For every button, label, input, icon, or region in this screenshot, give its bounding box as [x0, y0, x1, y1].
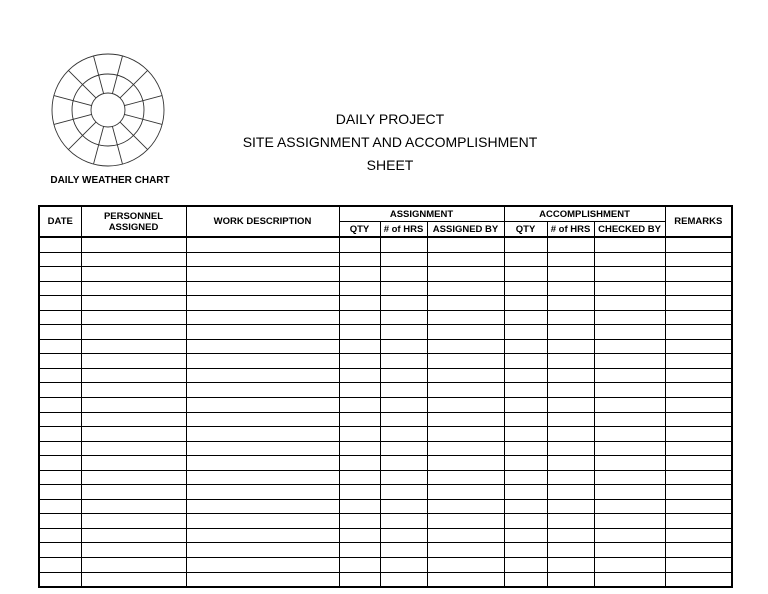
table-cell[interactable]	[339, 441, 380, 456]
table-cell[interactable]	[339, 237, 380, 252]
table-cell[interactable]	[339, 528, 380, 543]
table-cell[interactable]	[380, 383, 427, 398]
table-cell[interactable]	[39, 383, 81, 398]
table-cell[interactable]	[504, 528, 547, 543]
table-cell[interactable]	[665, 514, 732, 529]
table-cell[interactable]	[594, 514, 665, 529]
table-cell[interactable]	[547, 485, 594, 500]
table-cell[interactable]	[427, 514, 504, 529]
table-cell[interactable]	[547, 514, 594, 529]
table-cell[interactable]	[380, 499, 427, 514]
table-cell[interactable]	[186, 427, 339, 442]
table-cell[interactable]	[81, 514, 186, 529]
table-cell[interactable]	[594, 456, 665, 471]
table-cell[interactable]	[39, 456, 81, 471]
table-cell[interactable]	[665, 325, 732, 340]
table-cell[interactable]	[81, 572, 186, 587]
table-cell[interactable]	[547, 267, 594, 282]
table-cell[interactable]	[547, 339, 594, 354]
table-cell[interactable]	[594, 412, 665, 427]
weather-chart-wheel	[50, 52, 166, 168]
table-cell[interactable]	[504, 252, 547, 267]
table-cell[interactable]	[665, 412, 732, 427]
table-row	[39, 427, 732, 442]
table-cell[interactable]	[81, 499, 186, 514]
table-cell[interactable]	[665, 543, 732, 558]
table-cell[interactable]	[380, 470, 427, 485]
table-row	[39, 325, 732, 340]
table-cell[interactable]	[504, 499, 547, 514]
table-cell[interactable]	[504, 339, 547, 354]
title-line-3: SHEET	[366, 157, 414, 173]
table-cell[interactable]	[39, 310, 81, 325]
table-cell[interactable]	[186, 470, 339, 485]
table-cell[interactable]	[339, 267, 380, 282]
table-cell[interactable]	[380, 558, 427, 573]
table-cell[interactable]	[186, 558, 339, 573]
table-cell[interactable]	[427, 296, 504, 311]
header-accomplishment-hrs: # of HRS	[547, 222, 594, 238]
table-cell[interactable]	[380, 237, 427, 252]
table-cell[interactable]	[339, 310, 380, 325]
table-cell[interactable]	[380, 543, 427, 558]
header-personnel-assigned: PERSONNEL ASSIGNED	[81, 206, 186, 237]
table-row	[39, 558, 732, 573]
table-cell[interactable]	[594, 543, 665, 558]
table-cell[interactable]	[186, 456, 339, 471]
table-cell[interactable]	[427, 427, 504, 442]
table-cell[interactable]	[594, 267, 665, 282]
table-cell[interactable]	[665, 528, 732, 543]
title-line-2: SITE ASSIGNMENT AND ACCOMPLISHMENT	[242, 134, 538, 150]
table-cell[interactable]	[547, 252, 594, 267]
table-cell[interactable]	[81, 237, 186, 252]
header-assignment-qty: QTY	[339, 222, 380, 238]
table-cell[interactable]	[186, 441, 339, 456]
table-cell[interactable]	[504, 456, 547, 471]
table-cell[interactable]	[186, 310, 339, 325]
table-row	[39, 339, 732, 354]
table-cell[interactable]	[547, 310, 594, 325]
table-cell[interactable]	[339, 383, 380, 398]
table-cell[interactable]	[427, 456, 504, 471]
table-cell[interactable]	[427, 441, 504, 456]
table-cell[interactable]	[665, 252, 732, 267]
table-cell[interactable]	[39, 558, 81, 573]
table-cell[interactable]	[665, 398, 732, 413]
table-cell[interactable]	[186, 412, 339, 427]
table-cell[interactable]	[186, 354, 339, 369]
header-assignment: ASSIGNMENT	[339, 206, 504, 222]
table-cell[interactable]	[594, 485, 665, 500]
table-cell[interactable]	[665, 572, 732, 587]
table-cell[interactable]	[427, 237, 504, 252]
table-cell[interactable]	[81, 456, 186, 471]
table-cell[interactable]	[339, 252, 380, 267]
table-row	[39, 470, 732, 485]
header-remarks: REMARKS	[665, 206, 732, 237]
table-row	[39, 412, 732, 427]
table-cell[interactable]	[339, 499, 380, 514]
table-cell[interactable]	[504, 572, 547, 587]
table-cell[interactable]	[427, 354, 504, 369]
header-assignment-hrs: # of HRS	[380, 222, 427, 238]
table-cell[interactable]	[594, 470, 665, 485]
table-cell[interactable]	[380, 281, 427, 296]
table-cell[interactable]	[81, 325, 186, 340]
table-cell[interactable]	[380, 354, 427, 369]
table-cell[interactable]	[39, 354, 81, 369]
table-cell[interactable]	[39, 267, 81, 282]
table-cell[interactable]	[427, 398, 504, 413]
table-cell[interactable]	[594, 237, 665, 252]
table-cell[interactable]	[547, 456, 594, 471]
table-cell[interactable]	[380, 267, 427, 282]
table-cell[interactable]	[594, 368, 665, 383]
weather-spoke	[120, 122, 148, 150]
header-checked-by: CHECKED BY	[594, 222, 665, 238]
table-cell[interactable]	[339, 325, 380, 340]
table-cell[interactable]	[504, 267, 547, 282]
table-cell[interactable]	[547, 558, 594, 573]
table-cell[interactable]	[186, 383, 339, 398]
table-cell[interactable]	[380, 485, 427, 500]
table-cell[interactable]	[665, 427, 732, 442]
table-cell[interactable]	[186, 368, 339, 383]
table-cell[interactable]	[504, 543, 547, 558]
table-cell[interactable]	[504, 281, 547, 296]
table-cell[interactable]	[81, 296, 186, 311]
table-row	[39, 267, 732, 282]
table-cell[interactable]	[186, 499, 339, 514]
table-cell[interactable]	[427, 368, 504, 383]
page-title	[200, 108, 580, 177]
table-cell[interactable]	[39, 368, 81, 383]
table-cell[interactable]	[504, 398, 547, 413]
table-cell[interactable]	[504, 514, 547, 529]
table-cell[interactable]	[547, 441, 594, 456]
table-cell[interactable]	[380, 325, 427, 340]
table-cell[interactable]	[339, 427, 380, 442]
table-cell[interactable]	[594, 528, 665, 543]
table-cell[interactable]	[665, 267, 732, 282]
table-cell[interactable]	[504, 441, 547, 456]
table-cell[interactable]	[504, 296, 547, 311]
table-cell[interactable]	[186, 339, 339, 354]
table-cell[interactable]	[339, 296, 380, 311]
table-cell[interactable]	[547, 281, 594, 296]
table-cell[interactable]	[81, 267, 186, 282]
table-cell[interactable]	[81, 528, 186, 543]
table-cell[interactable]	[186, 296, 339, 311]
table-cell[interactable]	[81, 383, 186, 398]
table-cell[interactable]	[339, 485, 380, 500]
table-cell[interactable]	[380, 310, 427, 325]
table-cell[interactable]	[39, 281, 81, 296]
table-cell[interactable]	[81, 441, 186, 456]
table-cell[interactable]	[594, 339, 665, 354]
table-cell[interactable]	[339, 368, 380, 383]
table-cell[interactable]	[380, 514, 427, 529]
table-cell[interactable]	[547, 499, 594, 514]
table-cell[interactable]	[547, 427, 594, 442]
table-cell[interactable]	[339, 354, 380, 369]
table-cell[interactable]	[594, 281, 665, 296]
table-cell[interactable]	[39, 237, 81, 252]
table-cell[interactable]	[427, 281, 504, 296]
table-cell[interactable]	[504, 470, 547, 485]
table-row	[39, 383, 732, 398]
table-cell[interactable]	[380, 412, 427, 427]
table-row	[39, 514, 732, 529]
table-cell[interactable]	[186, 485, 339, 500]
table-cell[interactable]	[380, 339, 427, 354]
table-cell[interactable]	[81, 398, 186, 413]
table-cell[interactable]	[594, 441, 665, 456]
table-row	[39, 310, 732, 325]
table-cell[interactable]	[186, 252, 339, 267]
weather-chart-label: DAILY WEATHER CHART	[50, 175, 170, 186]
table-cell[interactable]	[665, 310, 732, 325]
table-cell[interactable]	[665, 354, 732, 369]
table-cell[interactable]	[504, 383, 547, 398]
table-cell[interactable]	[665, 368, 732, 383]
table-cell[interactable]	[39, 543, 81, 558]
table-cell[interactable]	[186, 543, 339, 558]
table-cell[interactable]	[39, 514, 81, 529]
table-cell[interactable]	[380, 441, 427, 456]
table-row	[39, 296, 732, 311]
table-cell[interactable]	[39, 528, 81, 543]
table-cell[interactable]	[594, 499, 665, 514]
table-cell[interactable]	[594, 427, 665, 442]
table-cell[interactable]	[186, 237, 339, 252]
header-assigned-by: ASSIGNED BY	[427, 222, 504, 238]
table-row	[39, 499, 732, 514]
table-cell[interactable]	[594, 325, 665, 340]
table-cell[interactable]	[380, 296, 427, 311]
table-cell[interactable]	[427, 485, 504, 500]
table-cell[interactable]	[339, 558, 380, 573]
table-cell[interactable]	[547, 528, 594, 543]
table-cell[interactable]	[665, 339, 732, 354]
table-cell[interactable]	[81, 470, 186, 485]
weather-chart-diagram	[50, 52, 166, 168]
table-cell[interactable]	[594, 398, 665, 413]
table-cell[interactable]	[427, 528, 504, 543]
table-cell[interactable]	[380, 252, 427, 267]
table-cell[interactable]	[427, 267, 504, 282]
table-cell[interactable]	[427, 339, 504, 354]
table-cell[interactable]	[427, 383, 504, 398]
table-cell[interactable]	[39, 296, 81, 311]
table-cell[interactable]	[547, 325, 594, 340]
table-cell[interactable]	[665, 237, 732, 252]
table-cell[interactable]	[39, 339, 81, 354]
table-row	[39, 237, 732, 252]
table-cell[interactable]	[547, 412, 594, 427]
table-cell[interactable]	[504, 325, 547, 340]
table-cell[interactable]	[39, 325, 81, 340]
table-row	[39, 543, 732, 558]
table-cell[interactable]	[39, 441, 81, 456]
table-cell[interactable]	[380, 398, 427, 413]
table-cell[interactable]	[547, 572, 594, 587]
table-cell[interactable]	[81, 252, 186, 267]
table-cell[interactable]	[594, 383, 665, 398]
header-date: DATE	[39, 206, 81, 237]
weather-ring-2	[91, 93, 125, 127]
table-cell[interactable]	[39, 252, 81, 267]
table-cell[interactable]	[81, 368, 186, 383]
table-cell[interactable]	[665, 456, 732, 471]
table-cell[interactable]	[504, 558, 547, 573]
table-row	[39, 485, 732, 500]
header-work-description: WORK DESCRIPTION	[186, 206, 339, 237]
table-row	[39, 572, 732, 587]
table-cell[interactable]	[339, 339, 380, 354]
table-cell[interactable]	[547, 296, 594, 311]
table-cell[interactable]	[339, 281, 380, 296]
table-cell[interactable]	[39, 572, 81, 587]
header-accomplishment-qty: QTY	[504, 222, 547, 238]
table-row	[39, 281, 732, 296]
weather-spoke	[68, 122, 96, 150]
table-cell[interactable]	[665, 499, 732, 514]
table-cell[interactable]	[39, 398, 81, 413]
table-cell[interactable]	[81, 558, 186, 573]
table-cell[interactable]	[81, 485, 186, 500]
table-cell[interactable]	[186, 267, 339, 282]
table-row	[39, 528, 732, 543]
table-cell[interactable]	[39, 412, 81, 427]
table-cell[interactable]	[39, 485, 81, 500]
table-cell[interactable]	[665, 383, 732, 398]
table-row	[39, 252, 732, 267]
table-row	[39, 441, 732, 456]
table-cell[interactable]	[427, 252, 504, 267]
table-cell[interactable]	[665, 485, 732, 500]
table-cell[interactable]	[380, 456, 427, 471]
title-line-1: DAILY PROJECT	[335, 111, 445, 127]
table-cell[interactable]	[380, 528, 427, 543]
assignment-table	[38, 205, 733, 588]
table-cell[interactable]	[186, 325, 339, 340]
table-cell[interactable]	[547, 354, 594, 369]
table-cell[interactable]	[427, 412, 504, 427]
table-cell[interactable]	[504, 354, 547, 369]
table-cell[interactable]	[81, 310, 186, 325]
table-cell[interactable]	[339, 572, 380, 587]
table-cell[interactable]	[339, 514, 380, 529]
table-cell[interactable]	[39, 427, 81, 442]
table-cell[interactable]	[665, 441, 732, 456]
table-cell[interactable]	[427, 470, 504, 485]
table-cell[interactable]	[547, 543, 594, 558]
table-cell[interactable]	[504, 427, 547, 442]
table-cell[interactable]	[39, 470, 81, 485]
table-cell[interactable]	[665, 281, 732, 296]
table-cell[interactable]	[427, 499, 504, 514]
table-cell[interactable]	[427, 572, 504, 587]
table-cell[interactable]	[547, 398, 594, 413]
table-cell[interactable]	[504, 310, 547, 325]
table-cell[interactable]	[594, 354, 665, 369]
table-cell[interactable]	[339, 456, 380, 471]
table-cell[interactable]	[186, 281, 339, 296]
table-cell[interactable]	[547, 368, 594, 383]
table-cell[interactable]	[380, 368, 427, 383]
table-cell[interactable]	[665, 558, 732, 573]
table-cell[interactable]	[504, 412, 547, 427]
table-cell[interactable]	[186, 514, 339, 529]
table-cell[interactable]	[339, 543, 380, 558]
table-cell[interactable]	[427, 310, 504, 325]
table-cell[interactable]	[547, 470, 594, 485]
table-cell[interactable]	[186, 398, 339, 413]
table-cell[interactable]	[81, 339, 186, 354]
table-cell[interactable]	[339, 470, 380, 485]
table-cell[interactable]	[665, 296, 732, 311]
table-cell[interactable]	[427, 325, 504, 340]
table-cell[interactable]	[594, 296, 665, 311]
table-cell[interactable]	[665, 470, 732, 485]
table-cell[interactable]	[339, 412, 380, 427]
table-cell[interactable]	[380, 427, 427, 442]
table-cell[interactable]	[81, 354, 186, 369]
table-cell[interactable]	[594, 572, 665, 587]
table-cell[interactable]	[504, 237, 547, 252]
table-row	[39, 354, 732, 369]
table-row	[39, 368, 732, 383]
weather-spoke	[68, 70, 96, 98]
table-cell[interactable]	[81, 412, 186, 427]
table-cell[interactable]	[81, 543, 186, 558]
table-cell[interactable]	[427, 558, 504, 573]
table-row	[39, 456, 732, 471]
table-cell[interactable]	[39, 499, 81, 514]
table-cell[interactable]	[504, 485, 547, 500]
table-body	[39, 237, 732, 587]
header-accomplishment: ACCOMPLISHMENT	[504, 206, 665, 222]
table-cell[interactable]	[186, 528, 339, 543]
table-cell[interactable]	[594, 310, 665, 325]
table-cell[interactable]	[547, 383, 594, 398]
table-cell[interactable]	[594, 558, 665, 573]
table-cell[interactable]	[380, 572, 427, 587]
table-cell[interactable]	[427, 543, 504, 558]
table-cell[interactable]	[81, 281, 186, 296]
table-cell[interactable]	[339, 398, 380, 413]
table-cell[interactable]	[547, 237, 594, 252]
table-cell[interactable]	[81, 427, 186, 442]
table-row	[39, 398, 732, 413]
table-cell[interactable]	[186, 572, 339, 587]
table-cell[interactable]	[594, 252, 665, 267]
table-cell[interactable]	[504, 368, 547, 383]
weather-spoke	[120, 70, 148, 98]
